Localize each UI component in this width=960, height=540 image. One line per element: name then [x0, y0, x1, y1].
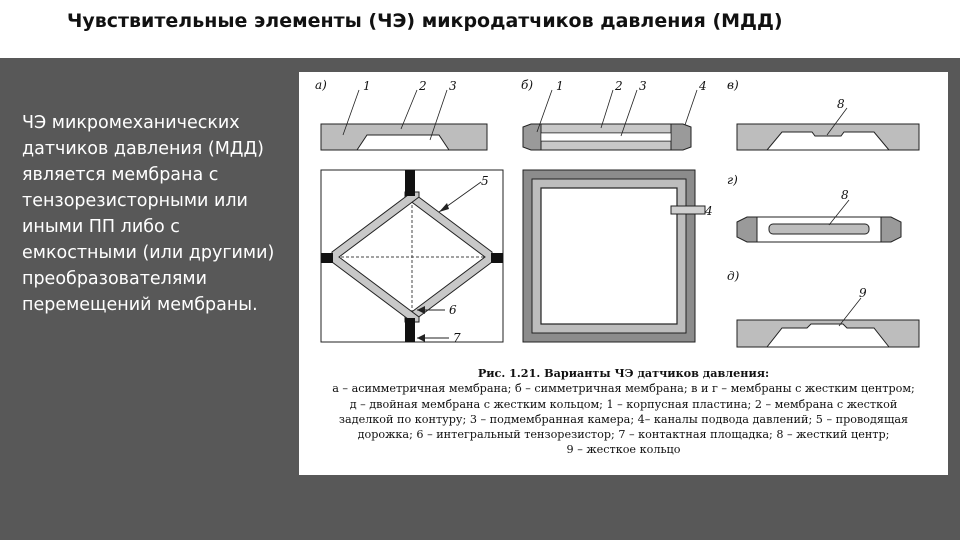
panel-label-d: д): [727, 269, 740, 283]
figure-drawing: [299, 72, 948, 372]
part-label-9: 9: [859, 286, 867, 300]
part-label-3: 3: [449, 79, 457, 93]
part-label-2b: 2: [615, 79, 623, 93]
figure-sensor-variants: [299, 72, 948, 475]
panel-label-b: б): [521, 78, 534, 92]
part-label-4b: 4: [705, 204, 713, 218]
part-label-7: 7: [453, 331, 461, 345]
part-label-8b: 8: [841, 188, 849, 202]
part-label-2: 2: [419, 79, 427, 93]
part-label-4: 4: [699, 79, 707, 93]
part-label-6: 6: [449, 303, 457, 317]
caption-line: а – асимметричная мембрана; б – симметричная мембрана; в и г – мембраны с жестким центром;: [332, 382, 915, 396]
caption-line: д – двойная мембрана с жестким кольцом; 1 – корпусная пластина; 2 – мембрана с жесткой: [349, 397, 898, 411]
part-label-8: 8: [837, 97, 845, 111]
caption-line: дорожка; 6 – интегральный тензорезистор; 7 – контактная площадка; 8 – жесткий центр;: [357, 428, 890, 442]
part-label-1b: 1: [556, 79, 564, 93]
panel-label-a: а): [315, 78, 327, 92]
figure-caption: [299, 366, 948, 458]
caption-line: 9 – жесткое кольцо: [566, 443, 681, 457]
part-label-5: 5: [481, 174, 489, 188]
slide-title: Чувствительные элементы (ЧЭ) микродатчиков давления (МДД): [67, 10, 783, 32]
header-bar: [0, 0, 960, 58]
part-label-3b: 3: [639, 79, 647, 93]
caption-title: Рис. 1.21. Варианты ЧЭ датчиков давления:: [477, 366, 770, 380]
slide-body-text: ЧЭ микромеханических датчиков давления (МДД) является мембрана с тензорезисторными или иными ПП либо с емкостными (или другими) преобразователями перемещений мембраны.: [22, 113, 275, 315]
part-label-1: 1: [363, 79, 371, 93]
panel-label-g: г): [727, 173, 738, 187]
panel-label-v: в): [727, 78, 739, 92]
caption-line: заделкой по контуру; 3 – подмембранная камера; 4– каналы подвода давлений; 5 – проводящая: [338, 412, 909, 426]
